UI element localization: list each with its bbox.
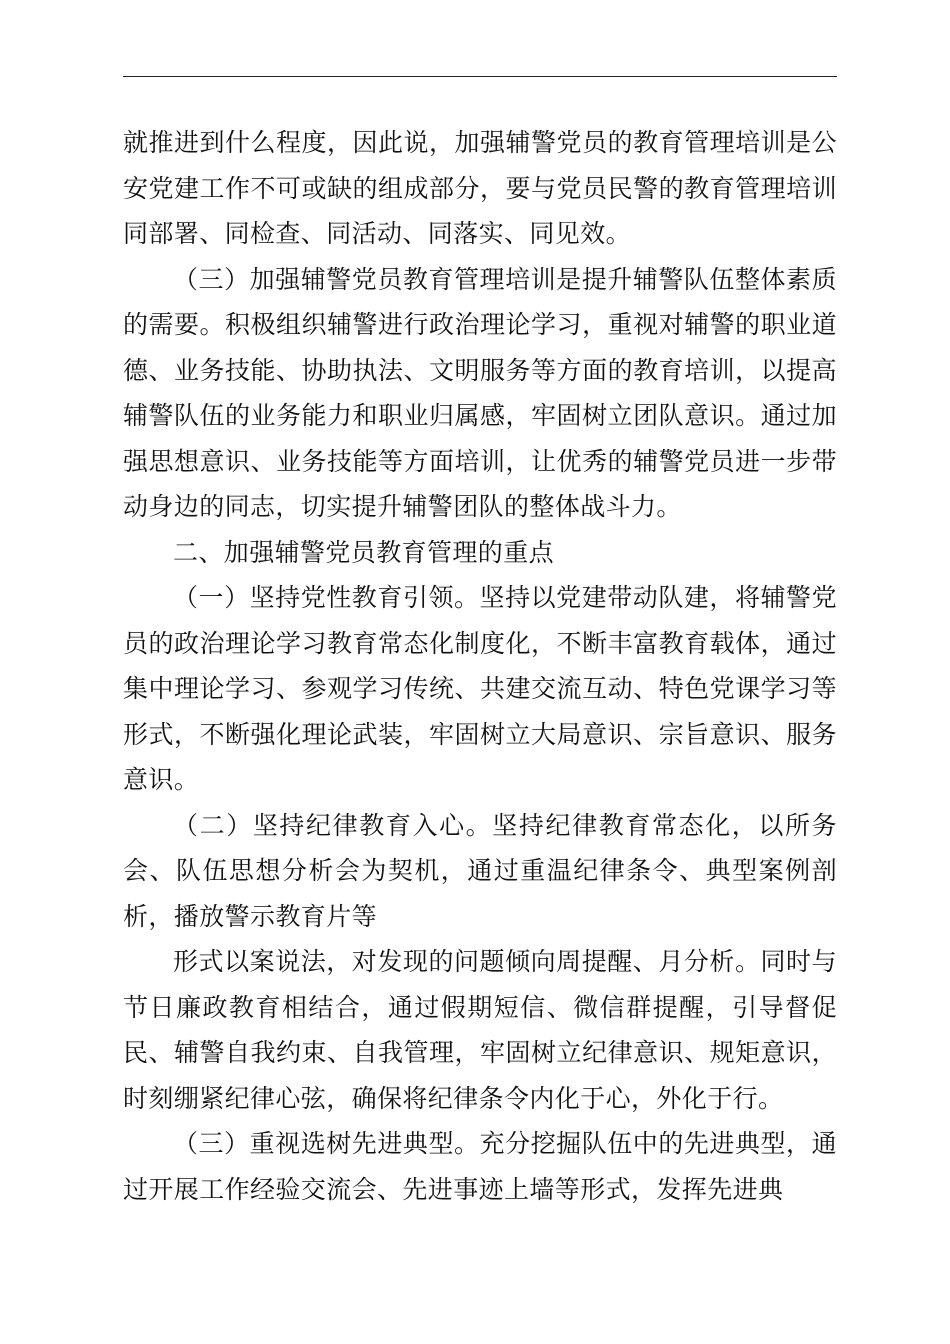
header-rule [123,76,837,77]
paragraph-point-two: （二）坚持纪律教育入心。坚持纪律教育常态化，以所务会、队伍思想分析会为契机，通过重温纪律条令、典型案例剖析，播放警示教育片等 [123,810,837,931]
body-text [123,120,837,1212]
paragraph-section-three: （三）加强辅警党员教育管理培训是提升辅警队伍整体素质的需要。积极组织辅警进行政治理论学习，重视对辅警的职业道德、业务技能、协助执法、文明服务等方面的教育培训，以提高辅警队伍的业务能力和职业归属感，牢固树立团队意识。通过加强思想意识、业务技能等方面培训，让优秀的辅警党员进一步带动身边的同志，切实提升辅警团队的整体战斗力。 [123,264,837,521]
paragraph-point-two-continued: 形式以案说法，对发现的问题倾向周提醒、月分析。同时与节日廉政教育相结合，通过假期短信、微信群提醒，引导督促民、辅警自我约束、自我管理，牢固树立纪律意识、规矩意识，时刻绷紧纪律心弦，确保将纪律条令内化于心，外化于行。 [123,947,837,1113]
paragraph-point-three: （三）重视选树先进典型。充分挖掘队伍中的先进典型，通过开展工作经验交流会、先进事迹上墙等形式，发挥先进典 [123,1129,837,1204]
paragraph-continuation: 就推进到什么程度，因此说，加强辅警党员的教育管理培训是公安党建工作不可或缺的组成部分，要与党员民警的教育管理培训同部署、同检查、同活动、同落实、同见效。 [123,128,837,248]
paragraph-point-one: （一）坚持党性教育引领。坚持以党建带动队建，将辅警党员的政治理论学习教育常态化制度化，不断丰富教育载体，通过集中理论学习、参观学习传统、共建交流互动、特色党课学习等形式，不断强化理论武装，牢固树立大局意识、宗旨意识、服务意识。 [123,583,837,794]
section-heading: 二、加强辅警党员教育管理的重点 [173,537,555,567]
